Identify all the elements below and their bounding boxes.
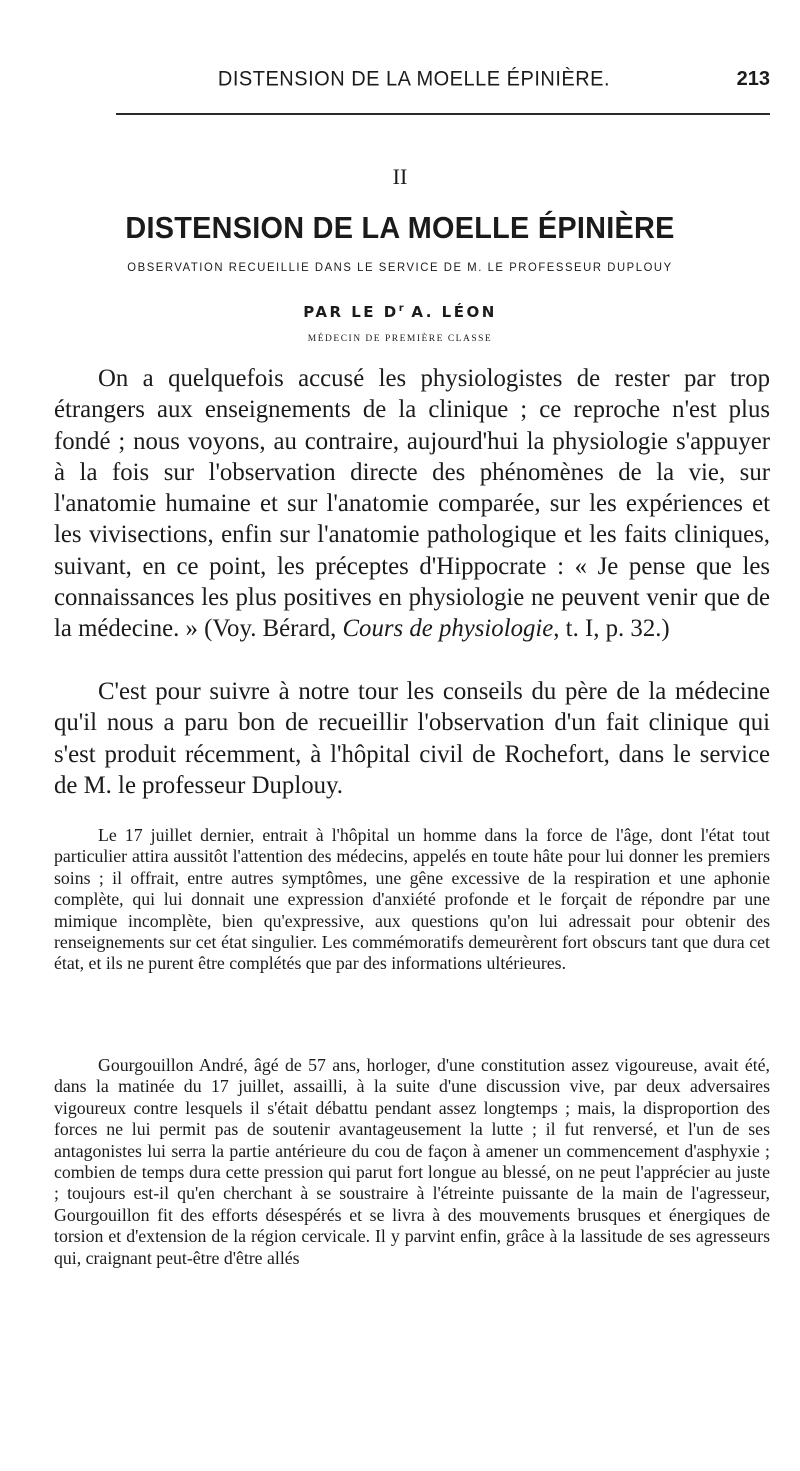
author-name: A. LÉON — [403, 303, 497, 321]
article-title: DISTENSION DE LA MOELLE ÉPINIÈRE — [125, 210, 675, 245]
citation-reference: , t. I, p. 32.) — [553, 615, 670, 643]
author-prefix: PAR LE D — [303, 303, 399, 321]
body-paragraph-3: Le 17 juillet dernier, entrait à l'hôpital un homme dans la force de l'âge, dont l'état tout particulier attira aussitôt l'attention des médecins, appelés en toute hâte pour lui donner les premiers soins ; il offrait, entre autres symptômes, une gêne excessive de la respiration et une aphonie complète, qui lui donnait une expression d'anxiété profonde et le forçait de répondre par une mimique incomplète, bien qu'expressive, aux questions qu'on lui adressait pour obtenir des renseignements sur cet état singulier. Les commémoratifs demeurèrent fort obscurs tant que dura cet état, et ils ne purent être complétés que par des informations ultérieures. — [54, 825, 770, 974]
author-title-superscript: r — [398, 303, 404, 314]
author-line — [0, 303, 800, 321]
header-rule — [116, 113, 770, 115]
running-head — [58, 68, 770, 94]
article-subtitle: OBSERVATION RECUEILLIE DANS LE SERVICE DE M. LE PROFESSEUR DUPLOUY — [127, 262, 673, 274]
page-number: 213 — [736, 68, 770, 90]
body-paragraph-2: C'est pour suivre à notre tour les conseils du père de la médecine qu'il nous a paru bon de recueillir l'observation d'un fait clinique qui s'est produit récemment, à l'hôpital civil de Rochefort, dans le service de M. le professeur Duplouy. — [54, 678, 770, 799]
body-paragraph-1 — [54, 363, 770, 645]
body-paragraph-4: Gourgouillon André, âgé de 57 ans, horloger, d'une constitution assez vigoureuse, avait été, dans la matinée du 17 juillet, assailli, à la suite d'une discussion vive, par deux adversaires vigoureux contre lesquels il s'était débattu pendant assez longtemps ; mais, la disproportion des forces ne lui permit pas de soutenir avantageusement la lutte ; il fut renversé, et l'un de ses antagonistes lui serra la partie antérieure du cou de façon à amener un commencement d'asphyxie ; combien de temps dura cette pression qui parut fort longue au blessé, on ne peut l'apprécier au juste ; toujours est-il qu'en cherchant à se soustraire à l'étreinte puissante de la main de l'agresseur, Gourgouillon fit des efforts désespérés et se livra à des mouvements brusques et énergiques de torsion et d'extension de la région cervicale. Il y parvint enfin, grâce à la lassitude de ses agresseurs qui, craignant peut-être d'être allés — [54, 1055, 770, 1268]
running-head-title: DISTENSION DE LA MOELLE ÉPINIÈRE. — [217, 67, 611, 91]
paragraph-1-text: On a quelquefois accusé les physiologistes de rester par trop étrangers aux enseignements de la clinique ; ce reproche n'est plus fondé ; nous voyons, au contraire, aujourd'hui la physiologie s'appuyer à la fois sur l'observation directe des phénomènes de la vie, sur l'anatomie humaine et sur l'anatomie comparée, sur les expériences et les vivisections, enfin sur l'anatomie pathologique et les faits cliniques, suivant, en ce point, les préceptes d'Hippocrate : « Je pense que les connaissances les plus positives en physiologie ne peuvent venir que de la médecine. » (Voy. Bérard, — [54, 365, 770, 643]
section-number: II — [392, 164, 408, 189]
author-role: MÉDECIN DE PREMIÈRE CLASSE — [307, 334, 493, 344]
cited-work-title: Cours de physiologie — [342, 615, 554, 643]
